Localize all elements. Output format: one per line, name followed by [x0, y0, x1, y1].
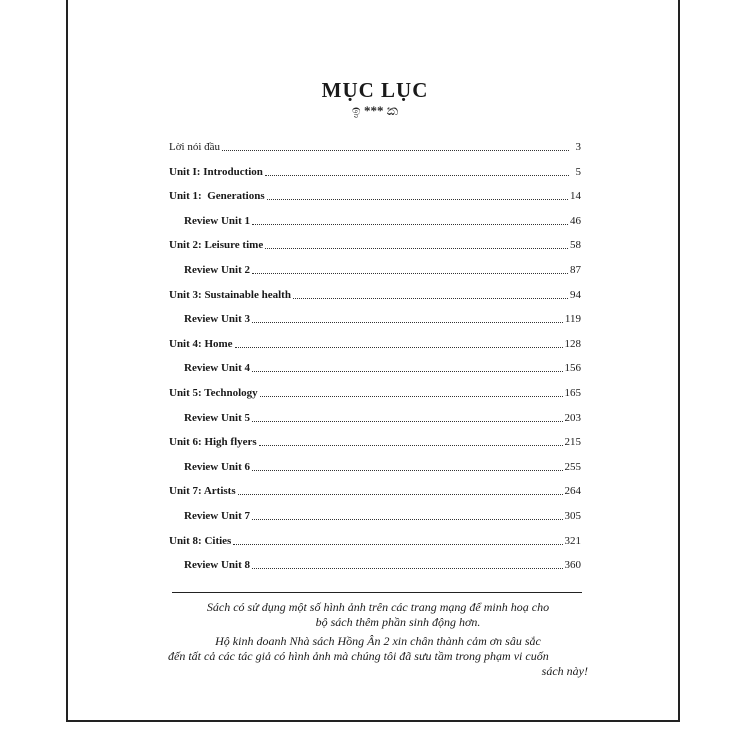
toc-entry-label: Unit 8: Cities — [169, 534, 232, 547]
toc-entry-label: Review Unit 8 — [184, 559, 250, 572]
toc-page-number: 46 — [570, 214, 581, 227]
toc-review-entry — [169, 357, 581, 375]
note-line: sách này! — [541, 664, 588, 678]
toc-page-number: 58 — [570, 239, 581, 252]
toc-entry-label: Unit I: Introduction — [169, 165, 263, 178]
toc-entry-label: Unit 2: Leisure time — [169, 239, 264, 252]
toc-review-entry — [169, 456, 581, 474]
toc-dot-leader — [252, 370, 563, 372]
toc-unit-entry — [169, 480, 581, 498]
ornament-right-icon: ක — [386, 104, 399, 119]
toc-page-number: 119 — [564, 313, 581, 326]
toc-unit-entry — [169, 284, 581, 302]
toc-unit-entry — [169, 185, 581, 203]
image-credit-note — [168, 600, 588, 630]
toc-dot-leader — [252, 420, 563, 422]
toc-entry-label: Lời nói đầu — [169, 141, 221, 153]
toc-entry-label: Unit 3: Sustainable health — [169, 288, 291, 301]
toc-review-entry — [169, 308, 581, 326]
toc-page-number: 87 — [570, 264, 581, 276]
thanks-note — [168, 634, 588, 679]
toc-entry-label: Unit 1: Generations — [169, 190, 265, 203]
toc-entry-label: Review Unit 6 — [184, 460, 250, 473]
toc-unit-entry — [169, 530, 581, 548]
toc-page-number: 94 — [570, 288, 581, 301]
toc-unit-entry — [169, 234, 581, 252]
toc-dot-leader — [252, 567, 563, 569]
toc-review-entry — [169, 210, 581, 228]
toc-entry-label: Unit 5: Technology — [169, 387, 258, 399]
toc-dot-leader — [267, 198, 568, 200]
toc-review-entry — [169, 259, 581, 277]
toc-page-number: 165 — [564, 387, 581, 399]
toc-unit-entry — [169, 136, 581, 154]
toc-page-number: 255 — [564, 460, 581, 473]
toc-dot-leader — [260, 395, 563, 397]
toc-unit-entry — [169, 161, 581, 179]
toc-dot-leader — [252, 321, 563, 323]
toc-page-number: 215 — [564, 436, 581, 449]
toc-page-number: 203 — [564, 411, 581, 424]
toc-dot-leader — [265, 247, 568, 249]
toc-page-number: 128 — [564, 337, 581, 350]
toc-entry-label: Review Unit 7 — [184, 510, 250, 522]
note-line: Hộ kinh doanh Nhà sách Hồng Ân 2 xin chân thành cảm ơn sâu sắc — [215, 634, 541, 648]
note-line: Sách có sử dụng một số hình ảnh trên các trang mạng để minh hoạ cho — [206, 600, 550, 614]
toc-page-number: 360 — [564, 559, 581, 572]
toc-page-number: 3 — [575, 141, 581, 153]
toc-page-number: 321 — [564, 534, 581, 547]
toc-dot-leader — [238, 493, 563, 495]
toc-dot-leader — [252, 518, 563, 520]
toc-page-number: 305 — [564, 510, 581, 522]
note-line: bộ sách thêm phần sinh động hơn. — [315, 615, 481, 629]
ornament-stars: *** — [363, 103, 384, 118]
notes-divider — [172, 592, 582, 593]
toc-entry-label: Unit 7: Artists — [169, 485, 236, 498]
toc-page-number: 156 — [564, 362, 581, 375]
toc-review-entry — [169, 554, 581, 572]
toc-entry-label: Review Unit 1 — [184, 214, 250, 227]
page-title: MỤC LỤC — [321, 78, 429, 102]
toc-page-number: 5 — [575, 165, 581, 178]
toc-page-number: 14 — [570, 190, 581, 203]
toc-entry-label: Review Unit 5 — [184, 411, 250, 424]
toc-entry-label: Unit 4: Home — [169, 337, 233, 350]
toc-entry-label: Review Unit 3 — [184, 313, 250, 326]
toc-dot-leader — [265, 174, 569, 176]
toc-dot-leader — [235, 346, 563, 348]
toc-dot-leader — [259, 444, 563, 446]
toc-dot-leader — [222, 149, 569, 151]
toc-entry-label: Review Unit 2 — [184, 264, 250, 276]
toc-dot-leader — [293, 297, 568, 299]
toc-dot-leader — [233, 543, 562, 545]
toc-unit-entry — [169, 382, 581, 400]
toc-unit-entry — [169, 431, 581, 449]
toc-review-entry — [169, 407, 581, 425]
title-ornament — [0, 103, 750, 120]
toc-unit-entry — [169, 333, 581, 351]
toc-entry-label: Review Unit 4 — [184, 362, 250, 375]
toc-dot-leader — [252, 272, 568, 274]
toc-entry-label: Unit 6: High flyers — [169, 436, 257, 449]
toc-dot-leader — [252, 469, 563, 471]
toc-dot-leader — [252, 223, 568, 225]
note-line: đến tất cả các tác giả có hình ảnh mà chúng tôi đã sưu tầm trong phạm vi cuốn — [168, 649, 549, 663]
toc-page-number: 264 — [564, 485, 581, 498]
toc-review-entry — [169, 505, 581, 523]
ornament-left-icon: ඉ — [351, 104, 361, 119]
